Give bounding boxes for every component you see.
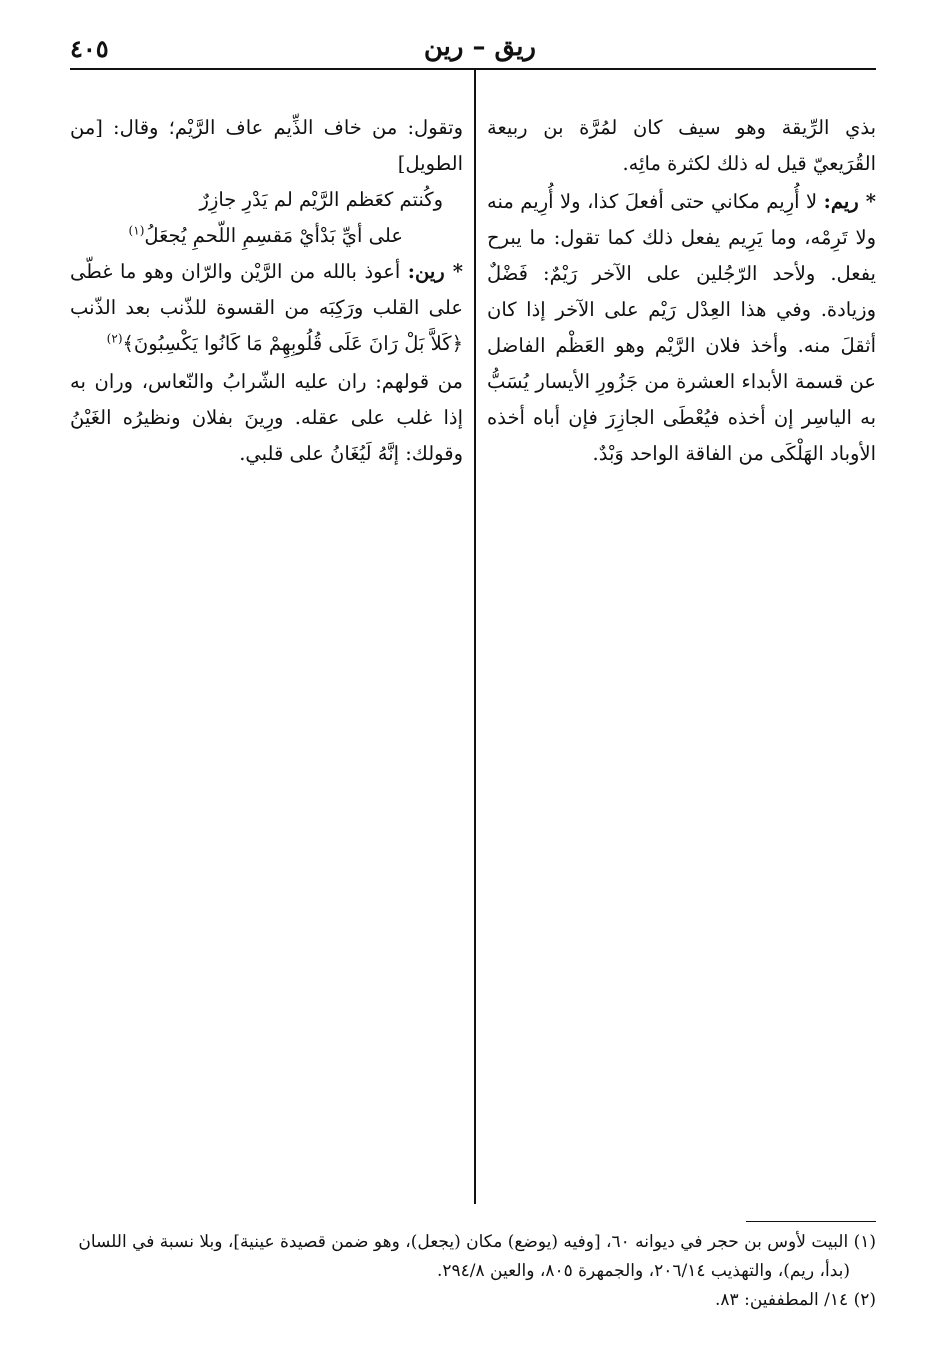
footnotes bbox=[70, 1228, 876, 1315]
paragraph-taqul: وتقول: من خاف الذِّيم عاف الرَّيْم؛ وقال: [من الطويل] bbox=[70, 116, 463, 175]
footnote-ref-2: (٢) bbox=[106, 331, 123, 346]
entry-body-rym: لا أُرِيم مكاني حتى أفعلَ كذا، ولا أُرِيم منه ولا تَرِمْه، وما يَرِيم يفعل ذلك كما تقول: ما يبرح يفعل. ولأحد الرّجُلين على الآخر رَيْمٌ: فَضْلٌ وزيادة. وفي هذا العِدْل رَيْم على الآخر إذا كان أثقلَ منه. وأخذ فلان الرَّيْم وهو العَظْم الفاضل عن قسمة الأبداء العشرة من جَزُورِ الأيسار يُسَبُّ به الياسِر إن أخذه فيُعْطَى الجازِرَ فإن أباه أخذه الأوباد الهَلْكَى من الفاقة الواحد وَبْدٌ. bbox=[487, 190, 876, 465]
footnote-ref-1: (١) bbox=[128, 223, 145, 238]
right-column bbox=[487, 110, 876, 472]
quran-quote: ﴿كَلاَّ بَلْ رَانَ عَلَى قُلُوبِهِمْ مَا كَانُوا يَكْسِبُونَ﴾ bbox=[122, 332, 463, 355]
paragraph-ran: من قولهم: ران عليه الشّرابُ والنّعاس، وران به إذا غلب على عقله. ورِينَ بفلان ونظيرُه الغَيْنُ وقولك: إنَّهُ لَيُغَانُ على قلبي. bbox=[70, 370, 463, 465]
left-column bbox=[70, 110, 463, 472]
footnote-separator bbox=[746, 1221, 876, 1222]
verse-hemistich-1: وكُنتم كعَظم الرَّيْم لم يَدْرِ جازِرٌ bbox=[199, 188, 443, 211]
entry-heading-rym: * ريم: bbox=[823, 190, 876, 213]
column-divider bbox=[474, 68, 476, 1204]
entry-heading-ryn: * رين: bbox=[407, 260, 463, 283]
page-header bbox=[70, 30, 876, 70]
footnote-1-continuation: (بدأ، ريم)، والتهذيب ٢٠٦/١٤، والجمهرة ٨٠٥، والعين ٢٩٤/٨. bbox=[436, 1261, 850, 1281]
page-number: ٤٠٥ bbox=[70, 34, 109, 63]
running-head: ريق – رين bbox=[423, 32, 536, 62]
paragraph-riqa: بذي الرِّيقة وهو سيف كان لمُرَّة بن ربيعة القُرَيعيّ قيل له ذلك لكثرة مائِه. bbox=[487, 116, 876, 175]
poem-verse bbox=[70, 182, 463, 254]
footnote-1-text: (١) البيت لأوس بن حجر في ديوانه ٦٠، [وفيه (يوضع) مكان (يجعل)، وهو ضمن قصيدة عينية]، وبلا نسبة في اللسان bbox=[78, 1232, 876, 1252]
verse-hemistich-2-wrap bbox=[70, 218, 443, 254]
entry-ryn bbox=[70, 254, 463, 362]
verse-hemistich-2: على أيِّ بَدْأيْ مَقسِمِ اللّحمِ يُجعَلُ bbox=[144, 224, 403, 247]
footnote-2: (٢) ١٤/ المطففين: ٨٣. bbox=[715, 1290, 876, 1310]
entry-body-ryn: أعوذ بالله من الرَّيْن والرّان وهو ما غطّى على القلب ورَكِبَه من القسوة للذّنب بعد الذّنب bbox=[70, 260, 463, 319]
entry-rym bbox=[487, 184, 876, 472]
footnote-1 bbox=[70, 1228, 876, 1286]
